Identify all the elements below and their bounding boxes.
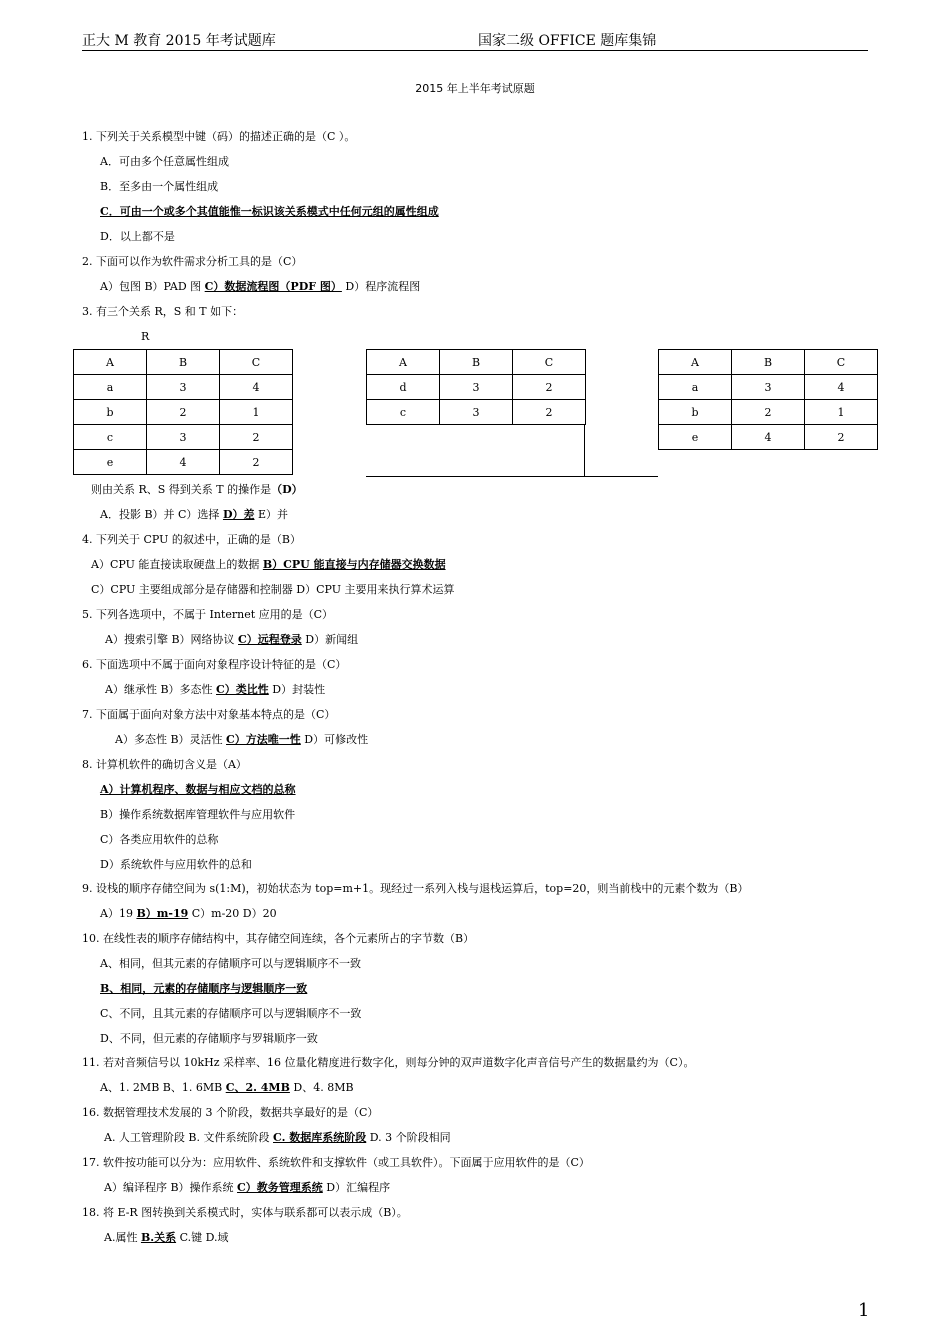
q10-option-a: A、相同，但其元素的存储顺序可以与逻辑顺序不一致 <box>100 957 361 970</box>
table-cell: 4 <box>220 375 293 400</box>
q6-stem: 6. 下面选项中不属于面向对象程序设计特征的是（C） <box>82 658 347 671</box>
q9-options <box>100 907 277 921</box>
q2-options <box>100 280 420 294</box>
q9-options-pre: A）19 <box>100 907 137 920</box>
table-header-row <box>367 350 586 375</box>
table-cell: a <box>659 375 732 400</box>
q3-question-answer: （D） <box>271 483 303 496</box>
table-header-cell: B <box>732 350 805 375</box>
table-cell: 2 <box>220 425 293 450</box>
table-cell: 2 <box>513 400 586 425</box>
table-cell: 3 <box>147 375 220 400</box>
table-row <box>659 400 878 425</box>
q6-answer: C）类比性 <box>216 683 269 696</box>
q3-question <box>91 483 303 497</box>
q4-options-line2: C）CPU 主要组成部分是存储器和控制器 D）CPU 主要用来执行算术运算 <box>91 583 455 596</box>
header-left: 正大 M 教育 2015 年考试题库 <box>82 33 276 49</box>
table-header-row <box>659 350 878 375</box>
table-header-cell: C <box>805 350 878 375</box>
q7-options <box>115 733 368 747</box>
q4-answer: B）CPU 能直接与内存储器交换数据 <box>262 558 446 571</box>
q17-stem: 17. 软件按功能可以分为：应用软件、系统软件和支撑软件（或工具软件）。下面属于应用软件的是（C） <box>82 1156 590 1169</box>
relation-s-table <box>366 349 586 425</box>
q18-options <box>104 1231 229 1245</box>
q16-stem: 16. 数据管理技术发展的 3 个阶段，数据共享最好的是（C） <box>82 1106 379 1119</box>
q9-stem: 9. 设栈的顺序存储空间为 s(1:M)，初始状态为 top=m+1。现经过一系列入栈与退栈运算后，top=20，则当前栈中的元素个数为（B） <box>82 882 749 895</box>
q10-option-d: D、不同，但元素的存储顺序与罗辑顺序一致 <box>100 1032 318 1045</box>
table-cell: 3 <box>147 425 220 450</box>
table-cell: c <box>74 425 147 450</box>
q1-option-d: D．以上都不是 <box>100 230 175 243</box>
q4-option-a: A）CPU 能直接读取硬盘上的数据 <box>91 558 263 571</box>
table-divider <box>366 476 658 477</box>
q8-option-d: D）系统软件与应用软件的总和 <box>100 858 252 871</box>
q11-options-post: D、4. 8MB <box>289 1081 354 1094</box>
q7-options-pre: A）多态性 B）灵活性 <box>115 733 227 746</box>
table-header-cell: B <box>147 350 220 375</box>
table-header-cell: C <box>513 350 586 375</box>
q5-answer: C）远程登录 <box>238 633 302 646</box>
q8-option-a-answer: A）计算机程序、数据与相应文档的总称 <box>100 783 296 796</box>
q16-answer: C. 数据库系统阶段 <box>273 1131 367 1144</box>
q18-answer: B.关系 <box>140 1231 177 1244</box>
table-row <box>74 400 293 425</box>
q9-answer: B）m-19 <box>136 907 189 920</box>
table-cell: d <box>367 375 440 400</box>
q16-options-post: D. 3 个阶段相同 <box>366 1131 451 1144</box>
table-header-cell: B <box>440 350 513 375</box>
q11-answer: C、2. 4MB <box>225 1081 290 1094</box>
page-header <box>82 30 868 51</box>
table-cell: 3 <box>440 400 513 425</box>
table-header-cell: C <box>220 350 293 375</box>
table-header-cell: A <box>74 350 147 375</box>
table-row <box>74 450 293 475</box>
table-divider <box>584 425 585 477</box>
q17-options-pre: A）编译程序 B）操作系统 <box>104 1181 238 1194</box>
q16-options-pre: A. 人工管理阶段 B. 文件系统阶段 <box>104 1131 274 1144</box>
q17-options <box>104 1181 390 1195</box>
table-row <box>659 375 878 400</box>
table-cell: 2 <box>220 450 293 475</box>
q2-stem: 2. 下面可以作为软件需求分析工具的是（C） <box>82 255 303 268</box>
table-cell: c <box>367 400 440 425</box>
q6-options-pre: A）继承性 B）多态性 <box>105 683 217 696</box>
table-cell: 4 <box>147 450 220 475</box>
table-cell: 2 <box>513 375 586 400</box>
q11-options-pre: A、1. 2MB B、1. 6MB <box>100 1081 226 1094</box>
q3-answer: D）差 <box>222 508 255 521</box>
table-cell: b <box>659 400 732 425</box>
table-cell: 3 <box>440 375 513 400</box>
table-cell: 1 <box>220 400 293 425</box>
q3-options-pre: A．投影 B）并 C）选择 <box>100 508 223 521</box>
q11-stem: 11. 若对音频信号以 10kHz 采样率、16 位量化精度进行数字化，则每分钟的双声道数字化声音信号产生的数据量约为（C）。 <box>82 1056 695 1069</box>
q5-options-pre: A）搜索引擎 B）网络协议 <box>105 633 239 646</box>
q5-options-post: D）新闻组 <box>301 633 359 646</box>
q1-option-a: A．可由多个任意属性组成 <box>100 155 229 168</box>
q6-options <box>105 683 325 697</box>
q10-option-b-answer: B、相同，元素的存储顺序与逻辑顺序一致 <box>100 982 308 995</box>
q10-option-c: C、不同，且其元素的存储顺序可以与逻辑顺序不一致 <box>100 1007 362 1020</box>
table-row <box>659 425 878 450</box>
q3-question-text: 则由关系 R、S 得到关系 T 的操作是 <box>91 483 272 496</box>
relation-r-label: R <box>141 330 150 343</box>
table-header-cell: A <box>659 350 732 375</box>
table-row <box>367 375 586 400</box>
q10-stem: 10. 在线性表的顺序存储结构中，其存储空间连续，各个元素所占的字节数（B） <box>82 932 475 945</box>
header-right: 国家二级 OFFICE 题库集锦 <box>478 33 657 49</box>
relation-t-table <box>658 349 878 450</box>
q8-stem: 8. 计算机软件的确切含义是（A） <box>82 758 247 771</box>
table-cell: 3 <box>732 375 805 400</box>
table-cell: e <box>659 425 732 450</box>
q6-options-post: D）封装性 <box>268 683 326 696</box>
q5-stem: 5. 下列各选项中，不属于 Internet 应用的是（C） <box>82 608 334 621</box>
q3-options <box>100 508 288 522</box>
q1-option-b: B．至多由一个属性组成 <box>100 180 219 193</box>
q4-stem: 4. 下列关于 CPU 的叙述中，正确的是（B） <box>82 533 301 546</box>
q2-options-post: D）程序流程图 <box>341 280 421 293</box>
q4-options-line1 <box>91 558 446 572</box>
q7-answer: C）方法唯一性 <box>226 733 301 746</box>
q7-options-post: D）可修改性 <box>300 733 369 746</box>
table-cell: 1 <box>805 400 878 425</box>
q8-option-c: C）各类应用软件的总称 <box>100 833 219 846</box>
q3-stem: 3. 有三个关系 R，S 和 T 如下： <box>82 305 244 318</box>
relation-r-table <box>73 349 293 475</box>
q11-options <box>100 1081 354 1095</box>
table-row <box>74 425 293 450</box>
q1-stem: 1. 下列关于关系模型中键（码）的描述正确的是（C ）。 <box>82 130 356 143</box>
table-cell: 2 <box>805 425 878 450</box>
q18-stem: 18. 将 E-R 图转换到关系模式时，实体与联系都可以表示成（B）。 <box>82 1206 408 1219</box>
q17-answer: C）教务管理系统 <box>237 1181 323 1194</box>
q1-option-c-answer: C．可由一个或多个其值能惟一标识该关系模式中任何元组的属性组成 <box>100 205 439 218</box>
page-number: 1 <box>858 1300 870 1321</box>
table-cell: 2 <box>732 400 805 425</box>
q8-option-b: B）操作系统数据库管理软件与应用软件 <box>100 808 296 821</box>
table-row <box>74 375 293 400</box>
q17-options-post: D）汇编程序 <box>322 1181 391 1194</box>
table-cell: 4 <box>805 375 878 400</box>
q5-options <box>105 633 358 647</box>
page-title: 2015 年上半年考试原题 <box>415 82 535 95</box>
table-cell: 2 <box>147 400 220 425</box>
q16-options <box>104 1131 451 1145</box>
q18-options-pre: A.属性 <box>104 1231 141 1244</box>
table-cell: b <box>74 400 147 425</box>
table-cell: 4 <box>732 425 805 450</box>
q2-options-pre: A）包图 B）PAD 图 <box>100 280 205 293</box>
table-header-cell: A <box>367 350 440 375</box>
q7-stem: 7. 下面属于面向对象方法中对象基本特点的是（C） <box>82 708 336 721</box>
table-cell: e <box>74 450 147 475</box>
table-header-row <box>74 350 293 375</box>
table-row <box>367 400 586 425</box>
q9-options-post: C）m-20 D）20 <box>188 907 277 920</box>
q18-options-post: C.键 D.域 <box>176 1231 229 1244</box>
q3-options-post: E）并 <box>254 508 289 521</box>
q2-answer: C）数据流程图（PDF 图） <box>204 280 342 293</box>
table-cell: a <box>74 375 147 400</box>
